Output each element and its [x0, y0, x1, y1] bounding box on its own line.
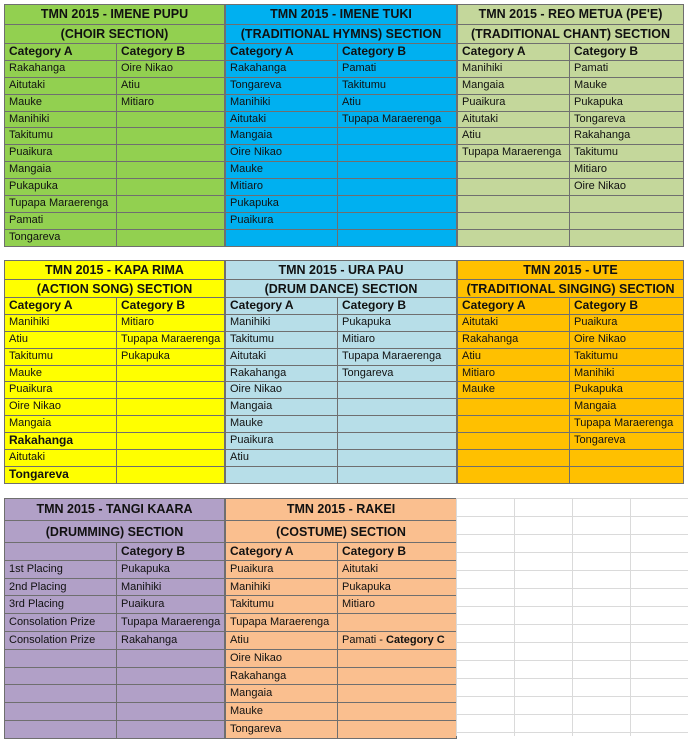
section-subtitle[interactable]: (DRUMMING) SECTION	[5, 520, 224, 542]
cell-category-b[interactable]: Manihiki	[569, 366, 683, 382]
column-header-cell[interactable]: Category A	[230, 44, 294, 58]
table-row	[458, 144, 683, 161]
table-row	[226, 702, 456, 720]
cell-category-b[interactable]	[337, 230, 456, 246]
table-row	[458, 381, 683, 398]
cell-category-b[interactable]	[116, 433, 224, 449]
cell-category-b[interactable]	[569, 467, 683, 483]
cell-category-b[interactable]	[569, 213, 683, 229]
table-row	[458, 449, 683, 466]
cell-category-a[interactable]: Rakahanga	[230, 61, 287, 74]
cell-category-b[interactable]	[569, 450, 683, 466]
cell-category-b[interactable]: Pukapuka	[337, 579, 456, 596]
category-c-label: Category C	[386, 633, 445, 646]
header-row	[458, 43, 683, 60]
cell-category-b[interactable]	[116, 668, 224, 685]
cell-category-b[interactable]	[116, 230, 224, 246]
table-row	[458, 161, 683, 178]
table-row	[226, 398, 456, 415]
cell-category-b[interactable]: Oire Nikao	[116, 61, 224, 77]
cell-category-b[interactable]	[337, 450, 456, 466]
column-header-cell[interactable]: Category B	[569, 44, 683, 60]
cell-category-a[interactable]: Pukapuka	[9, 180, 58, 193]
cell-category-a[interactable]: Mauke	[230, 163, 264, 176]
cell-category-b[interactable]	[116, 399, 224, 415]
cell-category-b[interactable]	[569, 230, 683, 246]
cell-category-a[interactable]: Tupapa Maraerenga	[230, 616, 330, 629]
cell-category-a[interactable]: Takitumu	[230, 598, 275, 611]
column-header-cell[interactable]	[5, 543, 116, 560]
section-title[interactable]: TMN 2015 - KAPA RIMA	[45, 263, 184, 277]
table-row	[5, 331, 224, 348]
table-row	[458, 178, 683, 195]
header-row	[458, 297, 683, 314]
table-row	[226, 432, 456, 449]
cell-category-b[interactable]: Tongareva	[569, 433, 683, 449]
table-row	[458, 229, 683, 246]
cell-category-a[interactable]	[5, 650, 116, 667]
table-row	[226, 466, 456, 483]
cell-category-a[interactable]: Pukapuka	[230, 197, 279, 210]
cell-category-a[interactable]	[458, 162, 569, 178]
cell-category-a[interactable]: Atiu	[462, 129, 481, 142]
cell-category-b[interactable]: Pukapuka	[569, 95, 683, 111]
cell-category-b[interactable]	[337, 382, 456, 398]
table-row	[5, 432, 224, 449]
cell-category-a[interactable]: Pamati	[9, 213, 44, 226]
cell-category-a[interactable]: Takitumu	[9, 349, 54, 362]
cell-category-a[interactable]	[5, 721, 116, 738]
table-row	[5, 365, 224, 382]
cell-category-b[interactable]: Pukapuka	[569, 382, 683, 398]
cell-category-a[interactable]: 3rd Placing	[9, 598, 65, 611]
cell-category-a[interactable]	[458, 399, 569, 415]
table-row	[5, 560, 224, 578]
cell-category-b[interactable]	[116, 467, 224, 483]
cell-category-b[interactable]	[116, 196, 224, 212]
column-header-cell[interactable]: Category B	[569, 298, 683, 314]
section-title[interactable]: TMN 2015 - IMENE TUKI	[270, 7, 412, 21]
table-row	[5, 613, 224, 631]
table-row	[458, 111, 683, 128]
section-title[interactable]: TMN 2015 - IMENE PUPU	[40, 7, 189, 21]
cell-category-b[interactable]: Tupapa Maraerenga	[337, 112, 456, 128]
table-row	[226, 212, 456, 229]
table-row	[458, 365, 683, 382]
section-title[interactable]: TMN 2015 - TANGI KAARA	[36, 502, 193, 516]
cell-category-a[interactable]	[226, 230, 337, 246]
cell-category-a[interactable]: Mauke	[230, 705, 264, 718]
cell-category-b[interactable]: Mangaia	[569, 399, 683, 415]
cell-category-a[interactable]: Mangaia	[9, 163, 52, 176]
cell-category-b[interactable]: Mitiaro	[116, 315, 224, 331]
cell-category-b[interactable]	[337, 433, 456, 449]
table-row	[5, 229, 224, 246]
cell-category-b[interactable]	[337, 668, 456, 685]
cell-category-b[interactable]: Manihiki	[116, 579, 224, 596]
table-row	[5, 684, 224, 702]
section-subtitle[interactable]: (CHOIR SECTION)	[5, 24, 224, 43]
table-row	[458, 331, 683, 348]
column-header-cell[interactable]: Category A	[230, 544, 294, 558]
cell-category-b[interactable]: Tupapa Maraerenga	[116, 332, 224, 348]
cell-category-b[interactable]: Atiu	[116, 78, 224, 94]
cell-category-a[interactable]: Mauke	[230, 417, 264, 430]
section-subtitle[interactable]: (TRADITIONAL SINGING) SECTION	[458, 279, 683, 297]
cell-category-a[interactable]: Atiu	[9, 332, 28, 345]
cell-category-a[interactable]: Atiu	[462, 349, 481, 362]
cell-category-a[interactable]: Tupapa Maraerenga	[462, 146, 562, 159]
column-header-cell[interactable]: Category B	[337, 543, 456, 560]
cell-category-b[interactable]	[116, 703, 224, 720]
column-header-cell[interactable]: Category B	[337, 298, 456, 314]
cell-category-a[interactable]: Manihiki	[230, 95, 271, 108]
table-row	[5, 578, 224, 596]
column-header-cell[interactable]: Category B	[116, 543, 224, 560]
table-row	[226, 720, 456, 738]
table-row	[226, 613, 456, 631]
table-row	[458, 432, 683, 449]
table-row	[5, 60, 224, 77]
cell-category-b[interactable]: Takitumu	[569, 349, 683, 365]
header-row	[5, 43, 224, 60]
cell-category-b[interactable]	[116, 416, 224, 432]
table-row	[226, 127, 456, 144]
table-row	[458, 195, 683, 212]
table-row	[5, 702, 224, 720]
cell-category-b[interactable]	[337, 145, 456, 161]
cell-category-a[interactable]: Mauke	[9, 95, 43, 108]
cell-category-a[interactable]: Oire Nikao	[230, 383, 282, 396]
cell-category-b[interactable]	[116, 179, 224, 195]
empty-spreadsheet-grid	[456, 498, 688, 736]
cell-category-b[interactable]: Rakahanga	[569, 128, 683, 144]
table-row	[226, 161, 456, 178]
cell-category-b[interactable]	[337, 399, 456, 415]
table-row	[458, 212, 683, 229]
header-row	[5, 297, 224, 314]
cell-category-a[interactable]	[5, 668, 116, 685]
table-row	[226, 365, 456, 382]
cell-category-a[interactable]: Atiu	[230, 633, 249, 646]
table-row	[5, 381, 224, 398]
cell-category-a[interactable]: Mangaia	[230, 129, 273, 142]
cell-category-a[interactable]: Tongareva	[230, 722, 282, 735]
cell-category-a[interactable]: Manihiki	[9, 112, 50, 125]
section-title[interactable]: TMN 2015 - RAKEI	[286, 502, 396, 516]
table-row	[5, 649, 224, 667]
cell-category-a[interactable]: Tongareva	[9, 230, 61, 243]
cell-category-b[interactable]: Tongareva	[569, 112, 683, 128]
cell-category-a[interactable]: Puaikura	[9, 146, 53, 159]
table-row	[458, 77, 683, 94]
table-row	[226, 649, 456, 667]
section-title[interactable]: TMN 2015 - URA PAU	[278, 263, 404, 277]
section-subtitle[interactable]: (TRADITIONAL HYMNS) SECTION	[226, 24, 456, 43]
cell-category-b[interactable]	[337, 721, 456, 738]
cell-category-a[interactable]	[458, 179, 569, 195]
table-row	[226, 195, 456, 212]
cell-category-a[interactable]: Puaikura	[230, 434, 274, 447]
table-row	[226, 449, 456, 466]
cell-category-a[interactable]: 2nd Placing	[9, 580, 67, 593]
cell-category-a[interactable]	[5, 703, 116, 720]
cell-category-a[interactable]	[458, 416, 569, 432]
column-header-cell[interactable]: Category A	[9, 44, 73, 58]
cell-category-b[interactable]: Mitiaro	[569, 162, 683, 178]
cell-category-a[interactable]: Aitutaki	[462, 112, 499, 125]
table-row	[458, 415, 683, 432]
cell-category-a[interactable]: Puaikura	[230, 562, 274, 575]
cell-category-a[interactable]: Manihiki	[9, 315, 50, 328]
cell-category-b[interactable]: Tupapa Maraerenga	[337, 349, 456, 365]
cell-category-a[interactable]: Manihiki	[462, 61, 503, 74]
cell-category-b[interactable]: Tongareva	[337, 366, 456, 382]
table-row	[5, 212, 224, 229]
cell-category-a[interactable]: Aitutaki	[230, 349, 267, 362]
cell-category-b[interactable]: Mauke	[569, 78, 683, 94]
table-row	[226, 631, 456, 649]
header-row	[226, 542, 456, 560]
cell-category-b[interactable]	[337, 196, 456, 212]
table-row	[458, 314, 683, 331]
cell-category-b[interactable]: Oire Nikao	[569, 332, 683, 348]
cell-category-a[interactable]: Rakahanga	[9, 433, 74, 448]
cell-category-b[interactable]	[337, 179, 456, 195]
cell-category-a[interactable]: Takitumu	[230, 332, 275, 345]
table-row	[226, 178, 456, 195]
cell-category-b[interactable]	[116, 650, 224, 667]
cell-category-b[interactable]	[337, 213, 456, 229]
cell-category-a[interactable]: Mitiaro	[462, 366, 496, 379]
table-row	[5, 144, 224, 161]
cell-category-b[interactable]	[337, 416, 456, 432]
table-row	[5, 415, 224, 432]
header-row	[5, 542, 224, 560]
cell-category-a[interactable]: Rakahanga	[230, 669, 287, 682]
cell-category-b[interactable]: Takitumu	[569, 145, 683, 161]
cell-category-b[interactable]	[337, 650, 456, 667]
table-row	[226, 595, 456, 613]
table-row	[5, 720, 224, 738]
cell-category-a[interactable]: Manihiki	[230, 580, 271, 593]
section-tangi-kaara	[4, 498, 225, 739]
cell-category-b[interactable]: Pukapuka	[116, 561, 224, 578]
cell-category-a[interactable]: Tupapa Maraerenga	[9, 197, 109, 210]
cell-category-a[interactable]: Tongareva	[9, 466, 69, 481]
cell-category-b[interactable]: Mitiaro	[116, 95, 224, 111]
cell-category-a[interactable]: Oire Nikao	[9, 400, 61, 413]
section-subtitle[interactable]: (TRADITIONAL CHANT) SECTION	[458, 24, 683, 43]
table-row	[458, 127, 683, 144]
cell-category-b[interactable]	[569, 196, 683, 212]
table-row	[5, 111, 224, 128]
table-row	[226, 331, 456, 348]
cell-category-a[interactable]: 1st Placing	[9, 562, 63, 575]
cell-category-a[interactable]	[226, 467, 337, 483]
cell-category-b[interactable]: Pukapuka	[337, 315, 456, 331]
cell-category-b[interactable]: Tupapa Maraerenga	[116, 614, 224, 631]
cell-category-a[interactable]: Manihiki	[230, 315, 271, 328]
section-ura-pau	[225, 260, 457, 484]
cell-category-b[interactable]	[337, 703, 456, 720]
cell-category-a[interactable]: Rakahanga	[230, 366, 287, 379]
section-reo-metua	[457, 4, 684, 247]
cell-category-b[interactable]	[116, 213, 224, 229]
cell-category-a[interactable]	[458, 213, 569, 229]
cell-category-b[interactable]	[116, 721, 224, 738]
table-row	[226, 667, 456, 685]
cell-category-a[interactable]: Consolation Prize	[9, 633, 96, 646]
column-header-cell[interactable]: Category A	[462, 44, 526, 58]
cell-category-b[interactable]	[116, 366, 224, 382]
cell-category-a[interactable]: Aitutaki	[230, 112, 267, 125]
cell-category-a[interactable]: Atiu	[230, 451, 249, 464]
cell-category-a[interactable]: Rakahanga	[9, 61, 66, 74]
table-row	[226, 415, 456, 432]
table-row	[226, 60, 456, 77]
section-subtitle[interactable]: (DRUM DANCE) SECTION	[226, 279, 456, 297]
table-row	[226, 94, 456, 111]
section-imene-tuki	[225, 4, 457, 247]
cell-category-b[interactable]	[116, 112, 224, 128]
cell-category-a[interactable]: Mitiaro	[230, 180, 264, 193]
cell-category-b[interactable]	[337, 685, 456, 702]
cell-category-b[interactable]: Atiu	[337, 95, 456, 111]
cell-category-b[interactable]	[116, 450, 224, 466]
cell-category-b[interactable]	[116, 162, 224, 178]
cell-category-b[interactable]: Puaikura	[116, 596, 224, 613]
cell-category-b[interactable]: Pamati	[569, 61, 683, 77]
table-row	[5, 449, 224, 466]
cell-category-a[interactable]: Mauke	[9, 366, 43, 379]
table-row	[226, 314, 456, 331]
table-row	[458, 398, 683, 415]
cell-category-a[interactable]	[5, 685, 116, 702]
cell-category-a[interactable]	[458, 467, 569, 483]
table-row	[226, 560, 456, 578]
table-row	[226, 229, 456, 246]
cell-category-b[interactable]: Puaikura	[569, 315, 683, 331]
table-row	[226, 381, 456, 398]
section-title[interactable]: TMN 2015 - REO METUA (PE'E)	[478, 7, 663, 21]
table-row	[458, 94, 683, 111]
column-header-cell[interactable]: Category A	[230, 298, 294, 312]
table-row	[5, 195, 224, 212]
cell-category-b[interactable]: Pamati - Category C	[337, 632, 456, 649]
cell-category-b[interactable]: Oire Nikao	[569, 179, 683, 195]
cell-category-a[interactable]	[458, 450, 569, 466]
cell-category-a[interactable]: Mauke	[462, 383, 496, 396]
table-row	[226, 684, 456, 702]
table-row	[5, 314, 224, 331]
cell-category-b[interactable]	[116, 145, 224, 161]
cell-category-a[interactable]: Rakahanga	[462, 332, 519, 345]
cell-category-a[interactable]	[458, 433, 569, 449]
section-subtitle[interactable]: (ACTION SONG) SECTION	[5, 279, 224, 297]
cell-category-a[interactable]: Aitutaki	[9, 451, 46, 464]
cell-category-b[interactable]: Pamati	[337, 61, 456, 77]
section-title[interactable]: TMN 2015 - UTE	[523, 263, 618, 277]
cell-category-a[interactable]: Puaikura	[230, 213, 274, 226]
column-header-cell[interactable]: Category B	[116, 44, 224, 60]
table-row	[5, 178, 224, 195]
cell-category-b[interactable]: Pukapuka	[116, 349, 224, 365]
cell-category-a[interactable]: Aitutaki	[9, 78, 46, 91]
cell-category-b[interactable]	[337, 128, 456, 144]
table-row	[226, 111, 456, 128]
header-row	[226, 43, 456, 60]
cell-category-a[interactable]: Mangaia	[462, 78, 505, 91]
cell-category-a[interactable]	[458, 230, 569, 246]
cell-category-b[interactable]: Tupapa Maraerenga	[569, 416, 683, 432]
table-row	[226, 348, 456, 365]
cell-category-a[interactable]: Mangaia	[230, 687, 273, 700]
cell-category-b[interactable]: Rakahanga	[116, 632, 224, 649]
cell-category-b[interactable]	[337, 614, 456, 631]
column-header-cell[interactable]: Category B	[337, 44, 456, 60]
cell-category-a[interactable]: Puaikura	[462, 95, 506, 108]
table-row	[5, 466, 224, 483]
header-row	[226, 297, 456, 314]
cell-category-a[interactable]	[458, 196, 569, 212]
cell-category-a[interactable]: Aitutaki	[462, 315, 499, 328]
table-row	[5, 161, 224, 178]
table-row	[5, 348, 224, 365]
cell-category-b[interactable]: Mitiaro	[337, 596, 456, 613]
section-rakei	[225, 498, 457, 739]
section-subtitle[interactable]: (COSTUME) SECTION	[226, 520, 456, 542]
table-row	[5, 667, 224, 685]
cell-category-b[interactable]	[116, 382, 224, 398]
section-imene-pupu	[4, 4, 225, 247]
table-row	[5, 398, 224, 415]
table-row	[5, 94, 224, 111]
table-row	[458, 60, 683, 77]
table-row	[5, 631, 224, 649]
cell-category-a[interactable]: Oire Nikao	[230, 651, 282, 664]
cell-category-a[interactable]: Mangaia	[230, 400, 273, 413]
cell-category-b[interactable]: Takitumu	[337, 78, 456, 94]
cell-category-a[interactable]: Mangaia	[9, 417, 52, 430]
cell-category-b[interactable]	[116, 685, 224, 702]
cell-category-b[interactable]	[337, 467, 456, 483]
table-row	[5, 595, 224, 613]
cell-category-b[interactable]: Mitiaro	[337, 332, 456, 348]
section-kapa-rima	[4, 260, 225, 484]
table-row	[226, 77, 456, 94]
cell-category-b[interactable]	[116, 128, 224, 144]
column-header-cell[interactable]: Category A	[462, 298, 526, 312]
cell-category-a[interactable]: Puaikura	[9, 383, 53, 396]
cell-category-b[interactable]: Aitutaki	[337, 561, 456, 578]
table-row	[5, 77, 224, 94]
cell-category-a[interactable]: Consolation Prize	[9, 616, 96, 629]
cell-category-a[interactable]: Takitumu	[9, 129, 54, 142]
cell-category-a[interactable]: Tongareva	[230, 78, 282, 91]
cell-category-a[interactable]: Oire Nikao	[230, 146, 282, 159]
cell-category-b[interactable]	[337, 162, 456, 178]
table-row	[5, 127, 224, 144]
table-row	[458, 466, 683, 483]
section-ute	[457, 260, 684, 484]
column-header-cell[interactable]: Category A	[9, 298, 73, 312]
table-row	[226, 578, 456, 596]
table-row	[458, 348, 683, 365]
table-row	[226, 144, 456, 161]
column-header-cell[interactable]: Category B	[116, 298, 224, 314]
